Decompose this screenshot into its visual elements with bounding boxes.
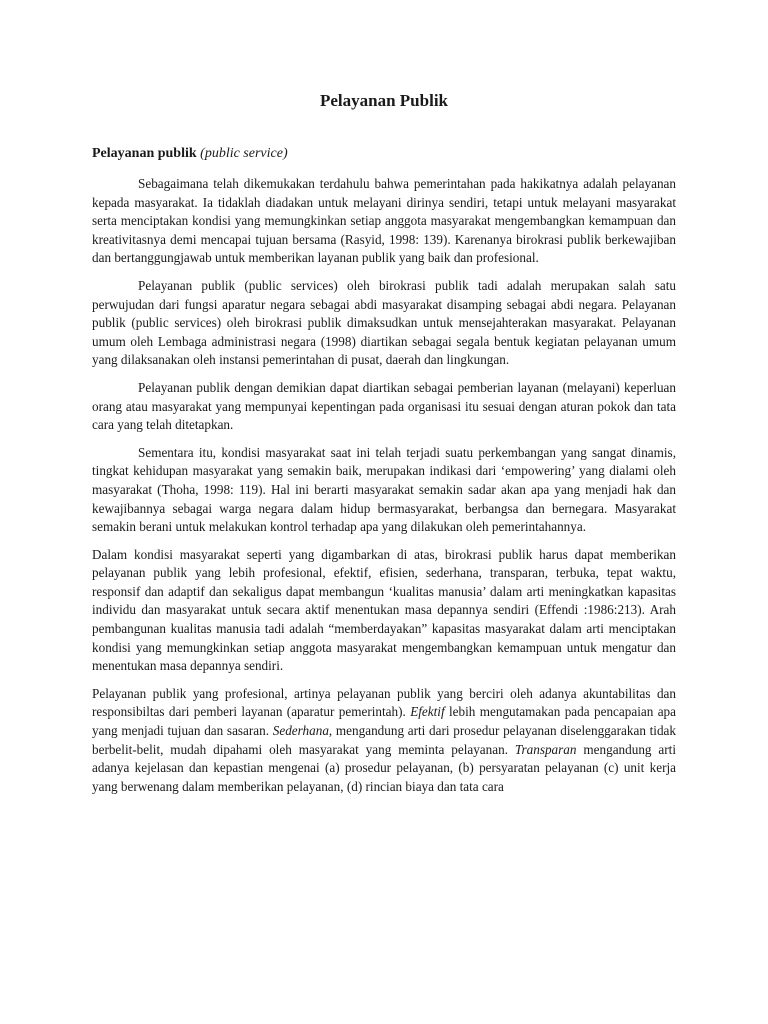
paragraph-6-text-1: Pelayanan publik yang profesional, artinya pelayanan publik yang berciri oleh adanya akuntabilitas dan responsibiltas dari pemberi layanan (aparatur pemerintah). (92, 685, 676, 720)
document-body (92, 145, 676, 805)
term-efektif: Efektif (410, 704, 445, 720)
section-heading-bold: Pelayanan publik (92, 146, 197, 161)
section-heading-italic: (public service) (200, 146, 288, 161)
paragraph-6-text-2: lebih mengutamakan pada pencapaian apa yang menjadi tujuan dan sasaran. (92, 704, 676, 739)
paragraph-6-text-4: mengandung arti adanya kejelasan dan kepastian mengenai (a) prosedur pelayanan, (b) persyaratan pelayanan (c) unit kerja yang berwenang dalam memberikan pelayanan, (d) rincian biaya dan tata cara (92, 741, 676, 794)
section-heading (92, 145, 676, 163)
paragraph-3: Pelayanan publik dengan demikian dapat diartikan sebagai pemberian layanan (melayani) keperluan orang atau masyarakat yang mempunyai kepentingan pada organisasi itu sesuai dengan aturan pokok dan tata cara yang telah ditetapkan. (92, 379, 676, 433)
page-title: Pelayanan Publik (319, 91, 448, 110)
paragraph-6-text-3: , mengandung arti dari prosedur pelayanan diselenggarakan tidak berbelit-belit, mudah dipahami oleh masyarakat yang meminta pelayanan. (92, 723, 676, 757)
paragraph-5: Dalam kondisi masyarakat seperti yang digambarkan di atas, birokrasi publik harus dapat memberikan pelayanan publik yang lebih profesional, efektif, efisien, sederhana, transparan, terbuka, tepat waktu, responsif dan adaptif dan sekaligus dapat membangun ‘kualitas manusia’ dalam arti meningkatkan kapasitas individu dan masyarakat untuk secara aktif menentukan masa depannya sendiri (Effendi :1986:213). Arah pembangunan kualitas manusia tadi adalah “memberdayakan” kapasitas masyarakat dalam arti menciptakan kondisi yang memungkinkan setiap anggota masyarakat mengembangkan kemampuan untuk mengatur dan menentukan masa depannya sendiri. (92, 546, 676, 674)
term-sederhana: Sederhana (272, 723, 329, 739)
paragraph-4: Sementara itu, kondisi masyarakat saat ini telah terjadi suatu perkembangan yang sangat dinamis, tingkat kehidupan masyarakat yang semakin baik, merupakan indikasi dari ‘empowering’ yang dialami oleh masyarakat (Thoha, 1998: 119). Hal ini berarti masyarakat semakin sadar akan apa yang menjadi hak dan kewajibannya sebagai warga negara dalam hidup bermasyarakat, berbangsa dan bernegara. Masyarakat semakin berani untuk melakukan kontrol terhadap apa yang dilakukan oleh pemerintahannya. (92, 444, 676, 535)
paragraph-1: Sebagaimana telah dikemukakan terdahulu bahwa pemerintahan pada hakikatnya adalah pelayanan kepada masyarakat. Ia tidaklah diadakan untuk melayani dirinya sendiri, tetapi untuk melayani masyarakat serta menciptakan kondisi yang memungkinkan setiap anggota masyarakat mengembangkan kemampuan dan kreativitasnya demi mencapai tujuan bersama (Rasyid, 1998: 139). Karenanya birokrasi publik berkewajiban dan bertanggungjawab untuk memberikan layanan publik yang baik dan profesional. (92, 176, 676, 266)
paragraph-6 (92, 685, 676, 797)
term-transparan: Transparan (514, 741, 577, 757)
paragraph-2: Pelayanan publik (public services) oleh birokrasi publik tadi adalah merupakan salah satu perwujudan dari fungsi aparatur negara sebagai abdi masyarakat disamping sebagai abdi negara. Pelayanan publik (public services) oleh birokrasi publik dimaksudkan untuk mensejahterakan masyarakat. Pelayanan umum oleh Lembaga administrasi negara (1998) diartikan sebagai segala bentuk kegiatan pelayanan umum yang dilaksanakan oleh instansi pemerintahan di pusat, daerah dan lingkungan. (92, 277, 676, 368)
